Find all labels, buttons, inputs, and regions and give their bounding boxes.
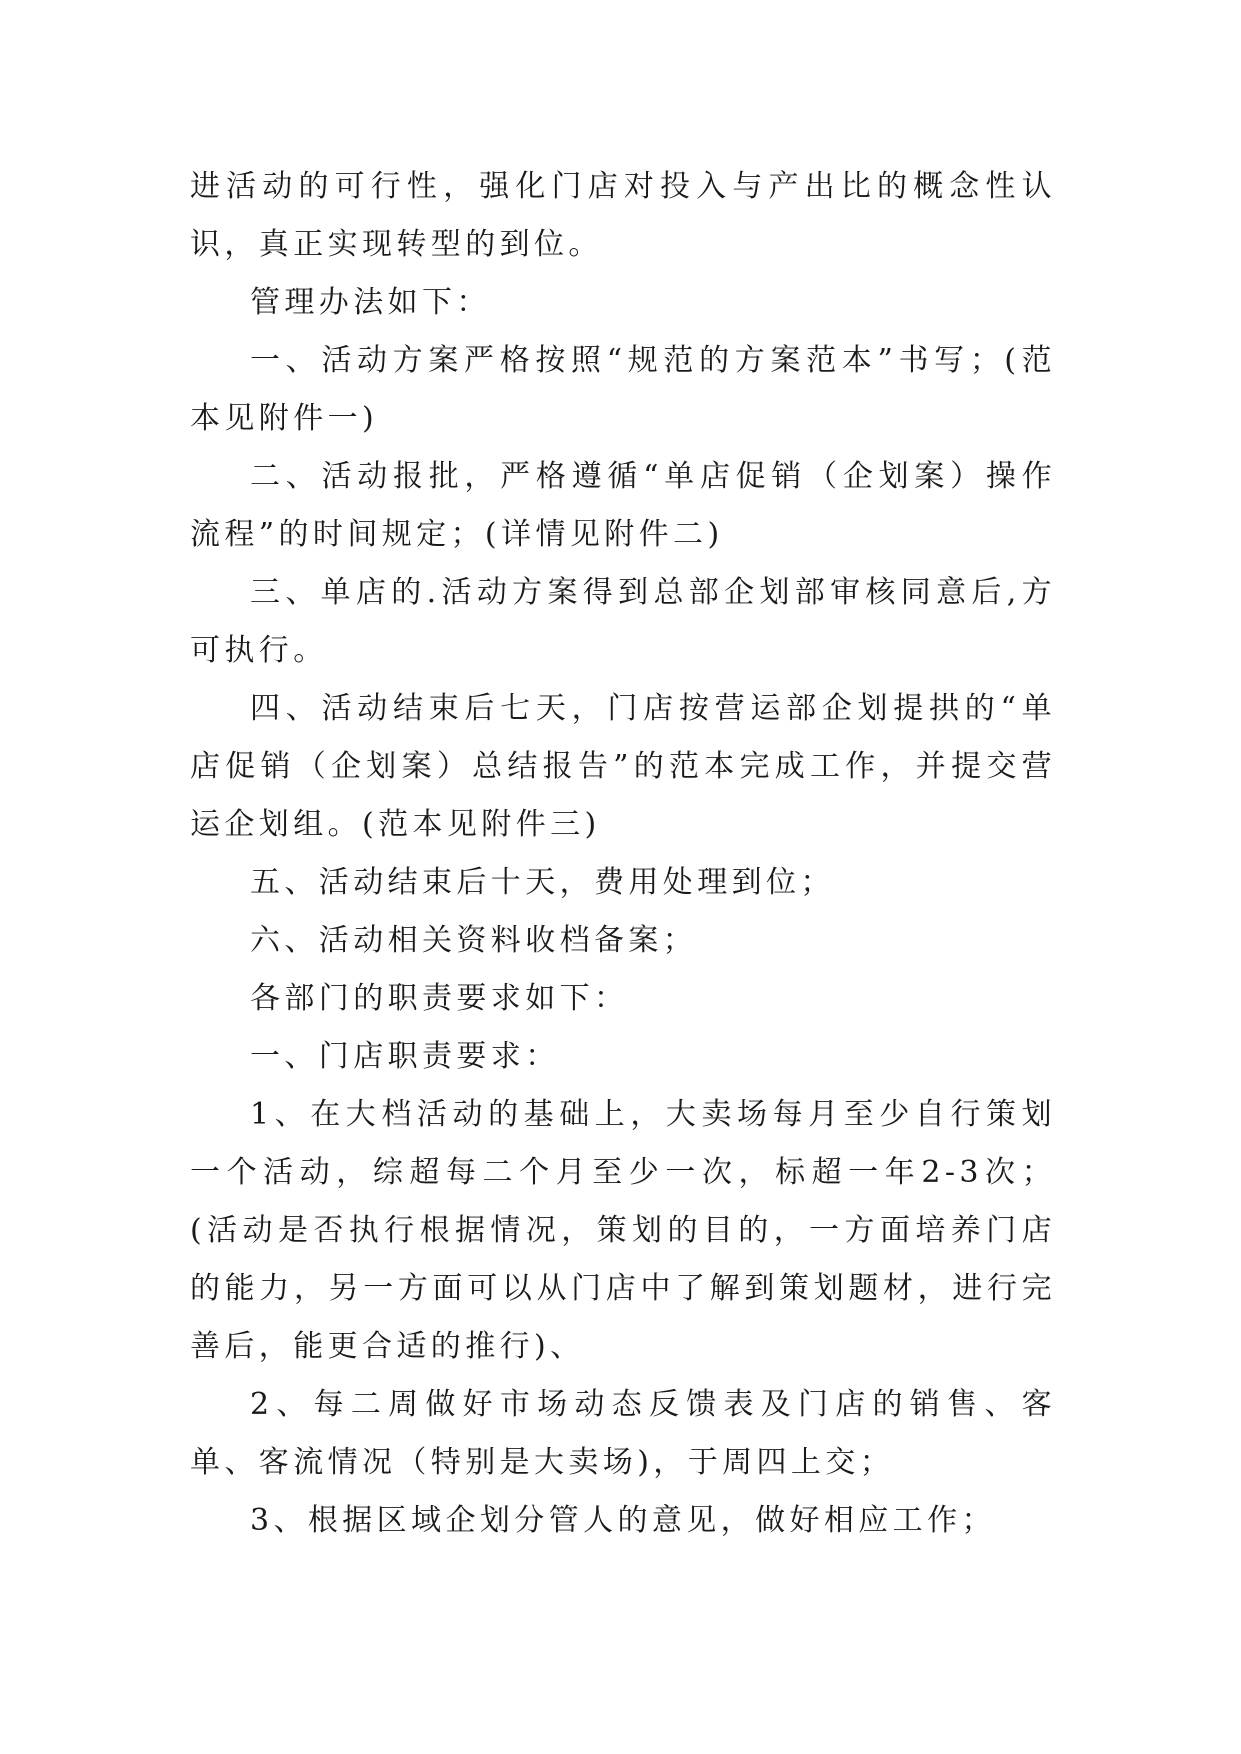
paragraph: 四、活动结束后七天，门店按营运部企划提拱的“单店促销（企划案）总结报告”的范本完成工作，并提交营运企划组。(范本见附件三) [190, 691, 1056, 842]
paragraph: 三、单店的.活动方案得到总部企划部审核同意后,方可执行。 [190, 575, 1056, 668]
paragraph: 一、门店职责要求： [250, 1039, 560, 1074]
paragraph: 管理办法如下： [250, 285, 491, 320]
paragraph: 1、在大档活动的基础上，大卖场每月至少自行策划一个活动，综超每二个月至少一次，标超一年2-3次；(活动是否执行根据情况，策划的目的，一方面培养门店的能力，另一方面可以从门店中了解到策划题材，进行完善后，能更合适的推行)、 [190, 1097, 1056, 1364]
paragraph: 2、每二周做好市场动态反馈表及门店的销售、客单、客流情况（特别是大卖场)，于周四上交； [190, 1387, 1056, 1480]
paragraph: 进活动的可行性，强化门店对投入与产出比的概念性认识，真正实现转型的到位。 [190, 169, 1056, 262]
paragraph: 一、活动方案严格按照“规范的方案范本”书写；(范本见附件一) [190, 343, 1056, 436]
paragraph: 五、活动结束后十天，费用处理到位； [250, 865, 835, 900]
document-body [190, 158, 1056, 1550]
paragraph: 六、活动相关资料收档备案； [250, 923, 698, 958]
paragraph: 二、活动报批，严格遵循“单店促销（企划案）操作流程”的时间规定；(详情见附件二) [190, 459, 1056, 552]
paragraph: 3、根据区域企划分管人的意见，做好相应工作； [250, 1503, 996, 1538]
paragraph: 各部门的职责要求如下： [250, 981, 629, 1016]
